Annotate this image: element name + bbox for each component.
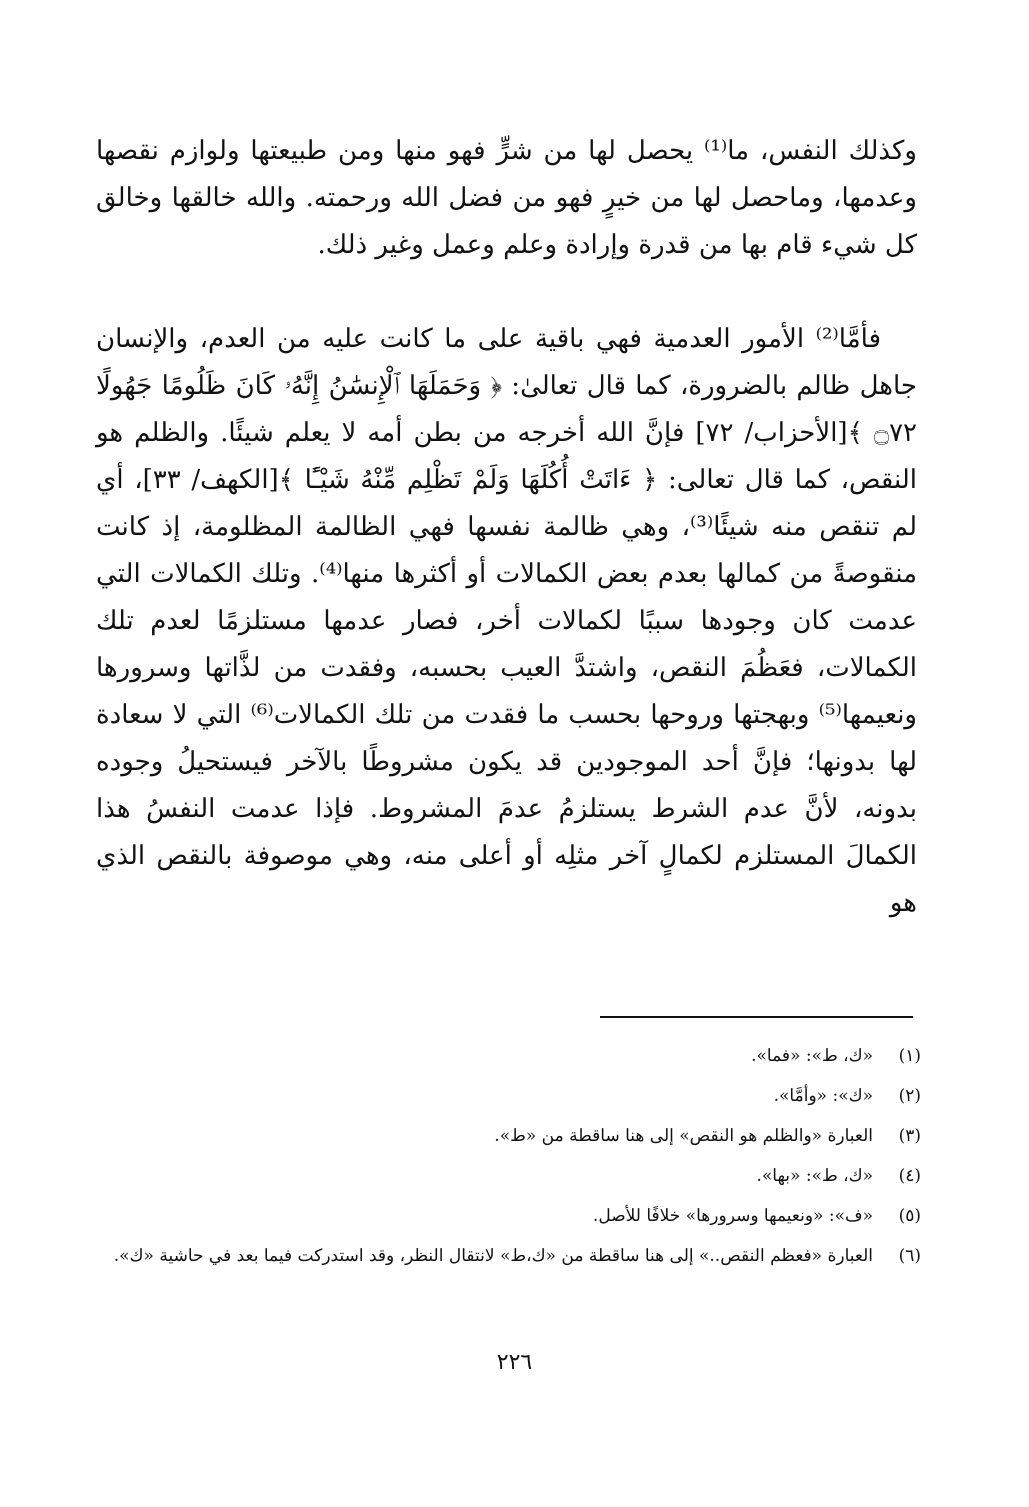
footnotes — [100, 1042, 921, 1282]
footnote-number: (٣) — [898, 1126, 921, 1146]
footnote-1 — [100, 1042, 921, 1070]
footnote-number: (٢) — [898, 1086, 921, 1106]
footnote-text: العبارة «فعظم النقص..» إلى هنا ساقطة من «ك،ط» لانتقال النظر، وقد استدركت فيما بعد في حاشية «ك». — [113, 1246, 873, 1266]
footnote-number: (٦) — [898, 1246, 921, 1266]
footnote-number: (٤) — [898, 1166, 921, 1186]
footnote-separator — [600, 1016, 913, 1018]
footnote-text: «ف»: «ونعيمها وسرورها» خلافًا للأصل. — [592, 1206, 873, 1226]
footnote-2 — [100, 1082, 921, 1110]
footnote-4 — [100, 1162, 921, 1190]
page-number: ٢٢٦ — [496, 1350, 533, 1375]
footnote-number: (١) — [898, 1046, 921, 1066]
footnote-3 — [100, 1122, 921, 1150]
footnote-text: «ك، ط»: «فما». — [751, 1046, 873, 1066]
body-paragraph-1: وكذلك النفس، ما⁽¹⁾ يحصل لها من شرٍّ فهو منها ومن طبيعتها ولوازم نقصها وعدمها، وماحصل لها من خيرٍ فهو من فضل الله ورحمته. والله خالقها وخالق كل شيء قام بها من قدرة وإرادة وعلم وعمل وغير ذلك. — [96, 136, 917, 260]
footnote-number: (٥) — [898, 1206, 921, 1226]
body-paragraph-2: فأمَّا⁽²⁾ الأمور العدمية فهي باقية على ما كانت عليه من العدم، والإنسان جاهل ظالم بالضرورة، كما قال تعالىٰ: ﴿ وَحَمَلَهَا ٱلْإِنسَٰنُ إِنَّهُۥ كَانَ ظَلُومًا جَهُولًا ۝٧٢ ﴾[الأحزاب/ ٧٢] فإنَّ الله أخرجه من بطن أمه لا يعلم شيئًا. والظلم هو النقص، كما قال تعالى: ﴿ ءَاتَتْ أُكُلَهَا وَلَمْ تَظْلِم مِّنْهُ شَيْـًٔا ﴾[الكهف/ ٣٣]، أي لم تنقص منه شيئًا⁽³⁾، وهي ظالمة نفسها فهي الظالمة المظلومة، إذ كانت منقوصةً من كمالها بعدم بعض الكمالات أو أكثرها منها⁽⁴⁾. وتلك الكمالات التي عدمت كان وجودها سببًا لكمالات أخر، فصار عدمها مستلزمًا لعدم تلك الكمالات، فعَظُمَ النقص، واشتدَّ العيب بحسبه، وفقدت من لذَّاتها وسرورها ونعيمها⁽⁵⁾ وبهجتها وروحها بحسب ما فقدت من تلك الكمالات⁽⁶⁾ التي لا سعادة لها بدونها؛ فإنَّ أحد الموجودين قد يكون مشروطًا بالآخر فيستحيلُ وجوده بدونه، لأنَّ عدم الشرط يستلزمُ عدمَ المشروط. فإذا عدمت النفسُ هذا الكمالَ المستلزم لكمالٍ آخر مثلِه أو أعلى منه، وهي موصوفة بالنقص الذي هو — [96, 324, 917, 918]
footnote-6 — [100, 1242, 921, 1270]
footnote-5 — [100, 1202, 921, 1230]
footnote-text: العبارة «والظلم هو النقص» إلى هنا ساقطة من «ط». — [494, 1126, 873, 1146]
footnote-text: «ك، ط»: «بها». — [756, 1166, 873, 1186]
footnote-text: «ك»: «وأمَّا». — [773, 1086, 873, 1106]
